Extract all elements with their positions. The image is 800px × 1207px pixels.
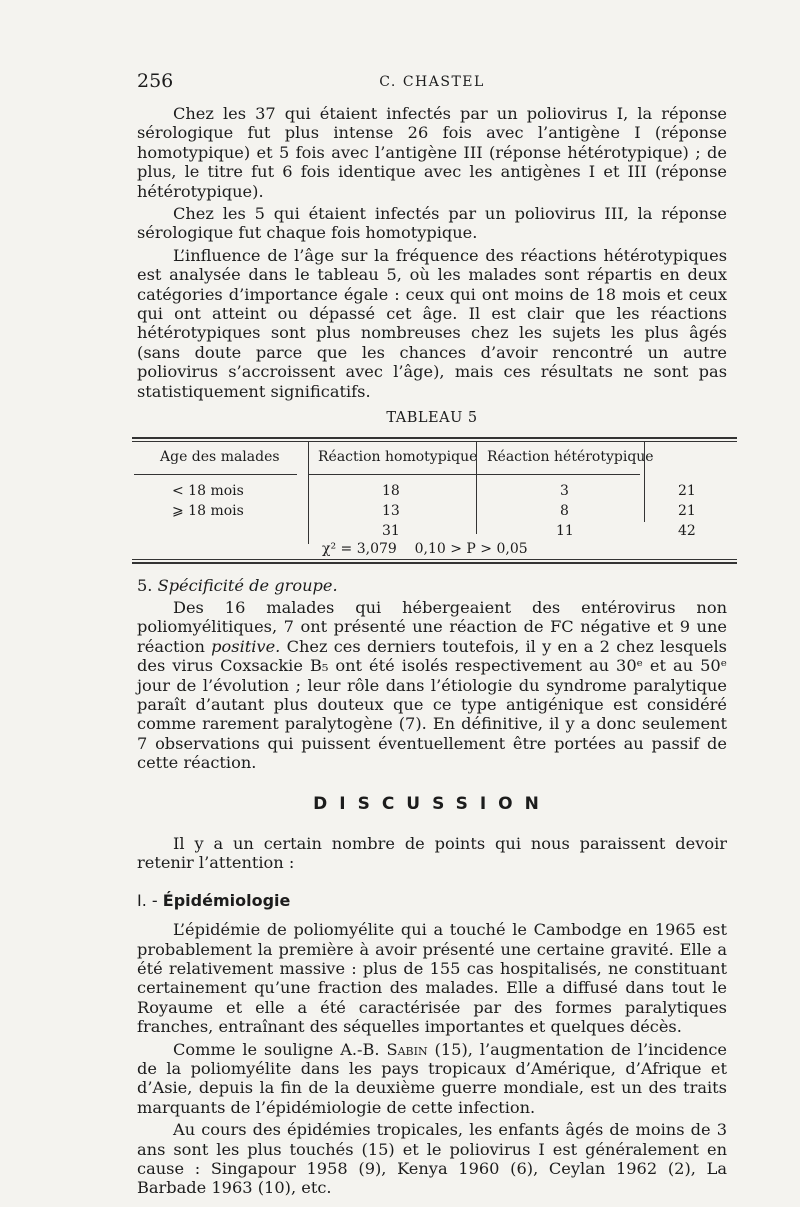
text-run: positive. [211, 636, 281, 656]
paragraph [137, 598, 727, 773]
paragraph: Au cours des épidémies tropicales, les enfants âgés de moins de 3 ans sont les plus touchés (15) et le poliovirus I est généralement en cause : Singapour 1958 (9), Kenya 1960 (6), Ceylan 1962 (2), La Barbade 1963 (10), etc. [137, 1120, 727, 1198]
table-rule [308, 442, 309, 544]
table-cell: 21 [678, 502, 696, 519]
author-name: Sabin [386, 1039, 428, 1059]
paragraph: L’épidémie de poliomyélite qui a touché le Cambodge en 1965 est probablement la première à avoir présenté une certaine gravité. Elle a été relativement massive : plus de 155 cas hospitalisés, ne constituant certainement qu’une fraction des malades. Elle a diffusé dans tout le Royaume et elle a été caractérisée par des formes paralytiques franches, entraînant des séquelles importantes et quelques décès. [137, 920, 727, 1037]
page-number: 256 [137, 70, 174, 92]
text-run: (15), l’augmentation de l’incidence de la poliomyélite dans les pays tropicaux d’Amérique, d’Afrique et d’Asie, depuis la fin de la deuxième guerre mondiale, est un des traits marquants de l’épidémiologie de cette infection. [137, 1039, 727, 1117]
table-rule [132, 437, 737, 439]
text-run: Chez ces derniers toutefois, il y en a 2 chez lesquels des virus Coxsackie B₅ ont été isolés respectivement au 30ᵉ et au 50ᵉ jour de l’évolution ; leur rôle dans l’étiologie du syndrome paralytique paraît d’autant plus douteux que ce type antigénique est considéré comme rarement paralytogène (7). En définitive, il y a donc seulement 7 observations qui puissent éventuellement être portées au passif de cette réaction. [137, 636, 727, 773]
text-run: Des 16 malades qui hébergeaient des entérovirus non poliomyélitiques, 7 ont présenté une réaction de FC négative et 9 une réaction [137, 597, 727, 656]
paragraph: Il y a un certain nombre de points qui nous paraissent devoir retenir l’attention : [137, 833, 727, 873]
running-head: C. CHASTEL [379, 74, 485, 90]
subsection-number: I. - [137, 890, 158, 910]
section-number: 5. [137, 575, 153, 595]
paragraph: L’influence de l’âge sur la fréquence des réactions hétérotypiques est analysée dans le tableau 5, où les malades sont répartis en deux catégories d’importance égale : ceux qui ont moins de 18 mois et ceux qui ont atteint ou dépassé cet âge. Il est clair que les réactions hétérotypiques sont plus nombreuses chez les sujets les plus âgés (sans doute parce que les chances d’avoir rencontré un autre poliovirus s’accroissent avec l’âge), mais ces résultats ne sont pas statistiquement significatifs. [137, 245, 727, 401]
table-cell: 13 [382, 502, 400, 519]
subsection-title: Épidémiologie [162, 890, 291, 910]
paragraph: Chez les 37 qui étaient infectés par un poliovirus I, la réponse sérologique fut plus intense 26 fois avec l’antigène I (réponse homotypique) et 5 fois avec l’antigène III (réponse hétérotypique) ; de plus, le titre fut 6 fois identique avec les antigènes I et III (réponse hétérotypique). [137, 104, 727, 201]
body-text [137, 104, 727, 1201]
data-table [132, 442, 737, 557]
table-cell: < 18 mois [172, 482, 244, 499]
table-cell: 42 [678, 522, 696, 539]
section-title: Spécificité de groupe. [157, 575, 338, 595]
table-cell: 31 [382, 522, 400, 539]
table-cell: 8 [560, 502, 569, 519]
table-caption: TABLEAU 5 [386, 410, 478, 427]
table-cell: 18 [382, 482, 400, 499]
table-header: Age des malades [160, 448, 280, 465]
section-title-discussion: DISCUSSION [313, 793, 551, 814]
section-heading [137, 576, 727, 595]
table-rule [308, 474, 640, 475]
table-header: Réaction hétérotypique [487, 448, 654, 465]
paragraph [137, 1040, 727, 1118]
subsection-heading [137, 891, 727, 910]
table-rule [476, 442, 477, 534]
table-rule [132, 562, 737, 564]
table-cell: 3 [560, 482, 569, 499]
paragraph: Chez les 5 qui étaient infectés par un poliovirus III, la réponse sérologique fut chaque fois homotypique. [137, 204, 727, 243]
page-header [137, 70, 727, 96]
table-rule [134, 474, 297, 475]
table-cell: 21 [678, 482, 696, 499]
table-statistic: χ² = 3,079 0,10 > P > 0,05 [322, 540, 528, 557]
table-cell: 11 [556, 522, 574, 539]
text-run: Comme le souligne A.-B. [173, 1039, 387, 1059]
table-rule [644, 442, 645, 522]
table-cell: ⩾ 18 mois [172, 502, 244, 519]
table-header: Réaction homotypique [318, 448, 478, 465]
